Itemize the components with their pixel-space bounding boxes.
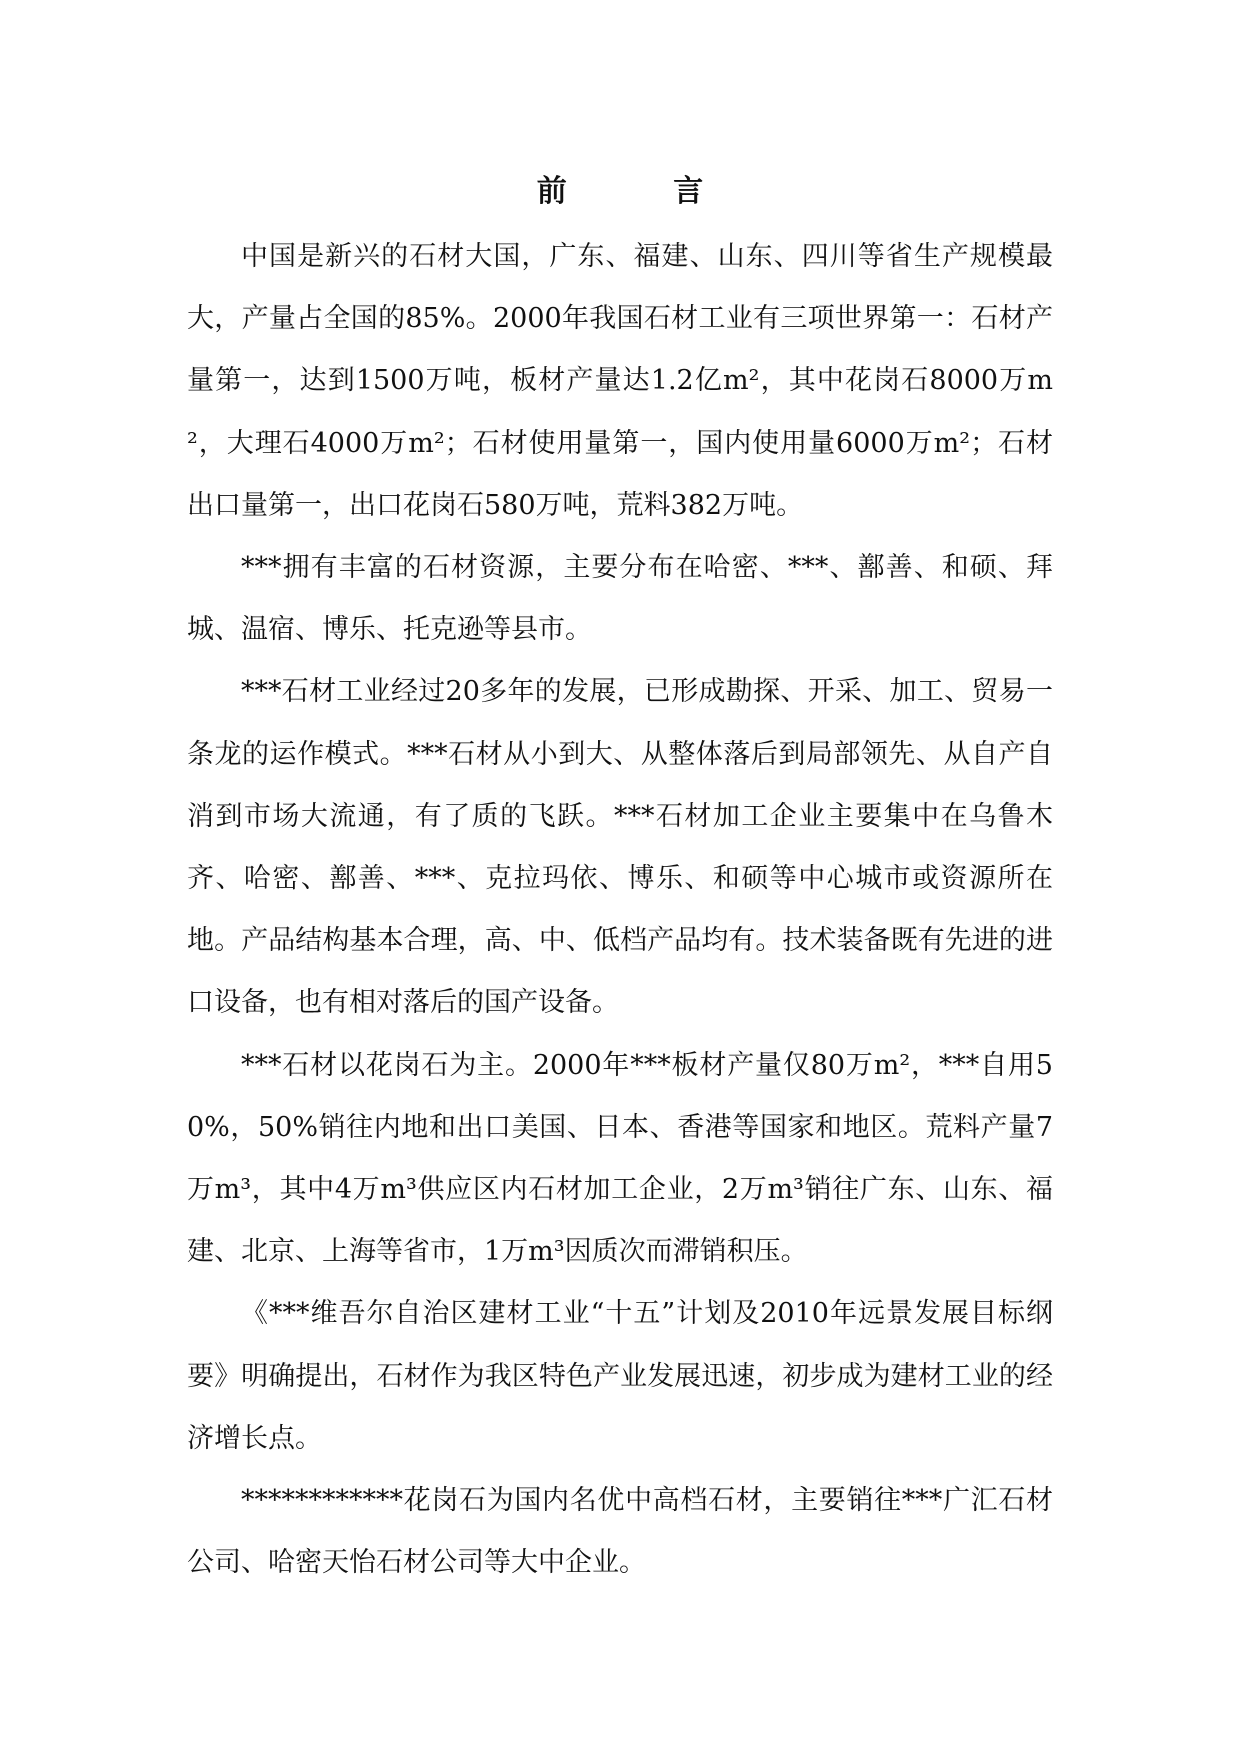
page-title: 前 言: [536, 174, 752, 209]
paragraph-granite-sales: ************花岗石为国内名优中高档石材，主要销往***广汇石材公司、哈密天怡石材公司等大中企业。: [187, 1485, 1053, 1579]
paragraph-resources: ***拥有丰富的石材资源，主要分布在哈密、***、鄯善、和硕、拜城、温宿、博乐、托克逊等县市。: [187, 552, 1053, 646]
paragraph-development: ***石材工业经过20多年的发展，已形成勘探、开采、加工、贸易一条龙的运作模式。***石材从小到大、从整体落后到局部领先、从自产自消到市场大流通，有了质的飞跃。***石材加工企业主要集中在乌鲁木齐、哈密、鄯善、***、克拉玛依、博乐、和硕等中心城市或资源所在地。产品结构基本合理，高、中、低档产品均有。技术装备既有先进的进口设备，也有相对落后的国产设备。: [187, 676, 1053, 1019]
document-page: [187, 170, 1053, 1594]
paragraph-industry-overview: 中国是新兴的石材大国，广东、福建、山东、四川等省生产规模最大，产量占全国的85%。2000年我国石材工业有三项世界第一：石材产量第一，达到1500万吨，板材产量达1.2亿m²，其中花岗石8000万m²，大理石4000万m²；石材使用量第一，国内使用量6000万m²；石材出口量第一，出口花岗石580万吨，荒料382万吨。: [187, 241, 1053, 521]
paragraph-plan-outline: 《***维吾尔自治区建材工业“十五”计划及2010年远景发展目标纲要》明确提出，石材作为我区特色产业发展迅速，初步成为建材工业的经济增长点。: [187, 1298, 1053, 1454]
paragraph-granite-output: ***石材以花岗石为主。2000年***板材产量仅80万m²，***自用50%，50%销往内地和出口美国、日本、香港等国家和地区。荒料产量7万m³，其中4万m³供应区内石材加工企业，2万m³销往广东、山东、福建、北京、上海等省市，1万m³因质次而滞销积压。: [187, 1049, 1053, 1268]
